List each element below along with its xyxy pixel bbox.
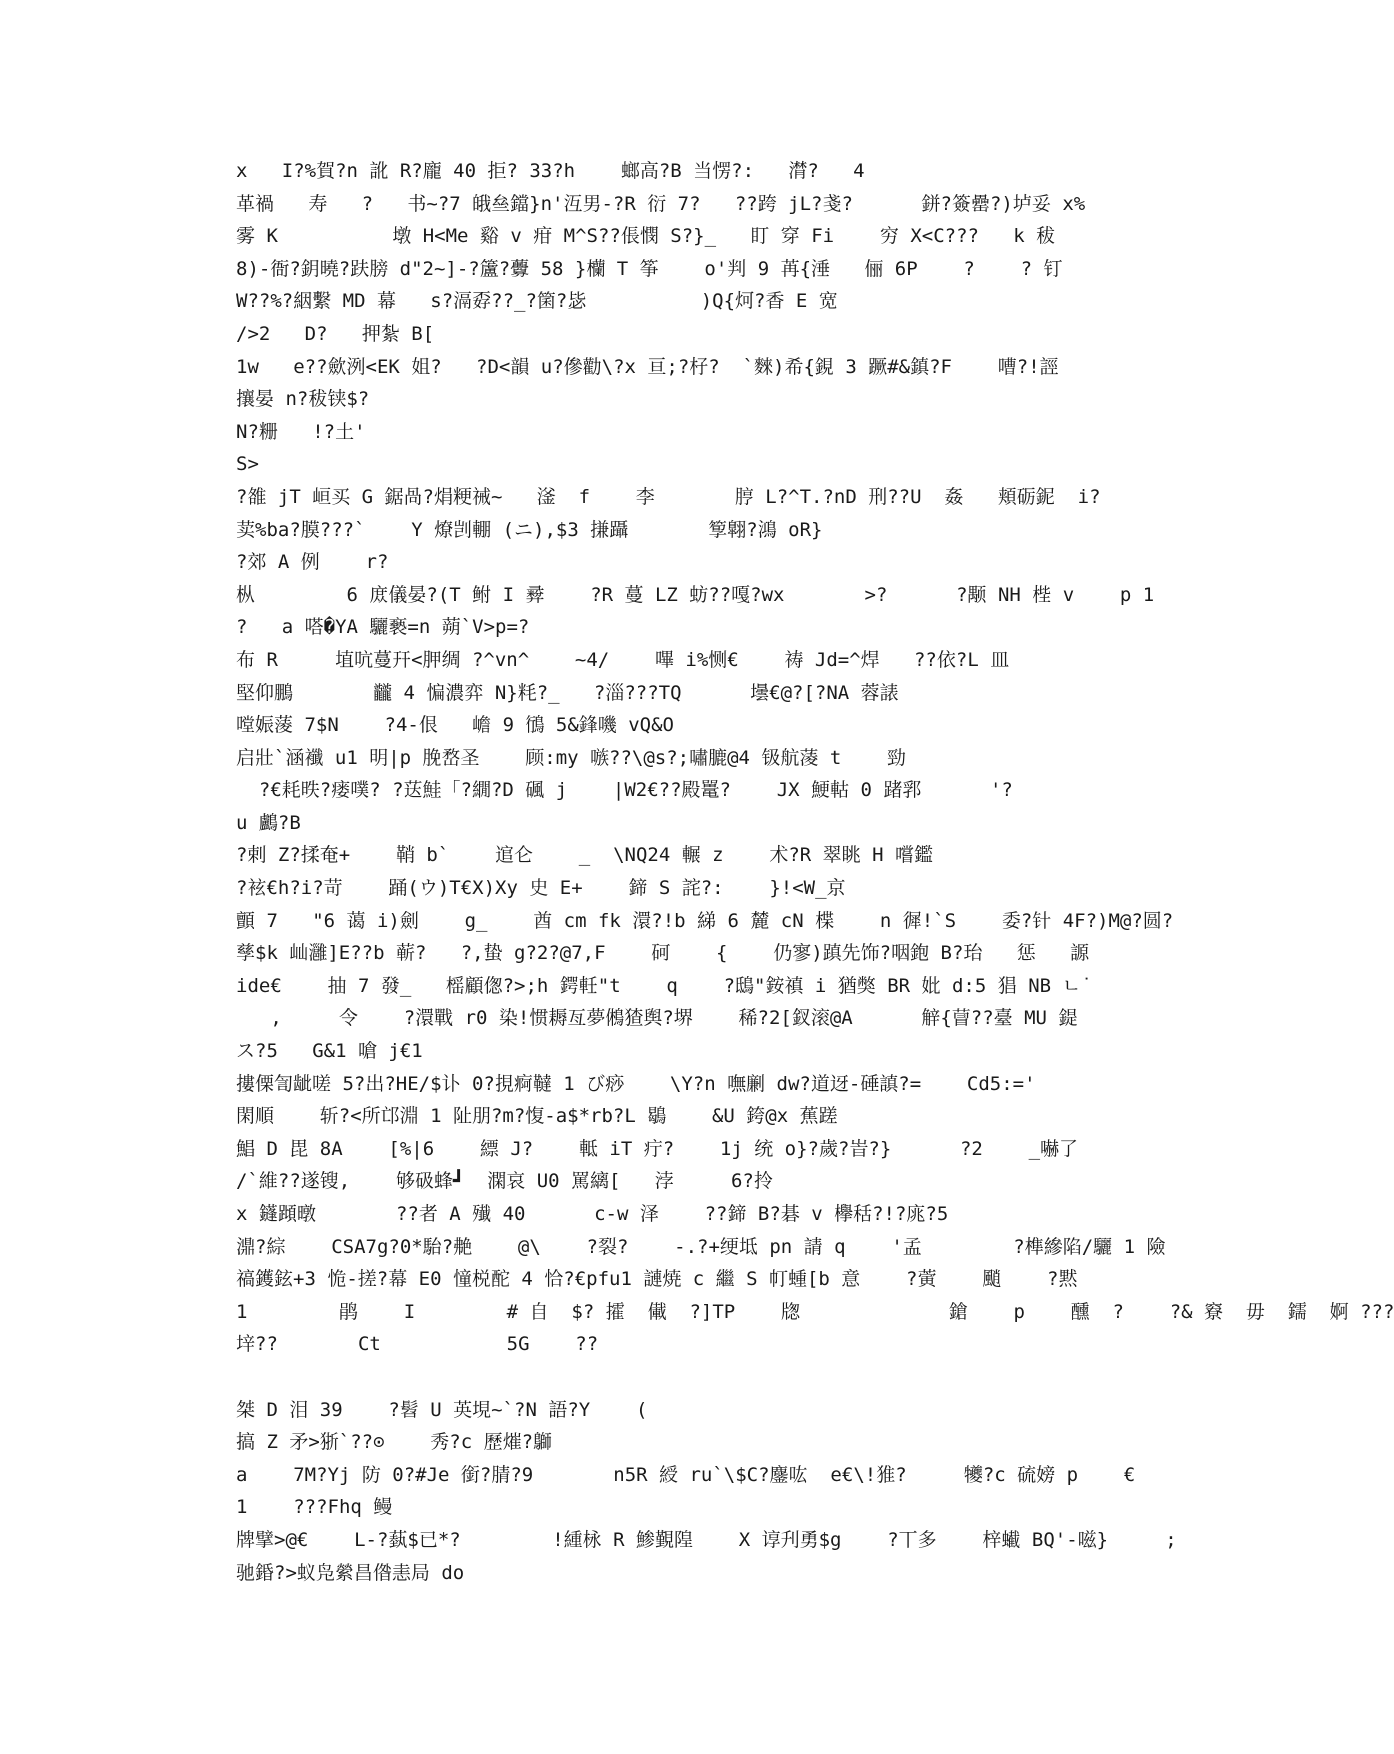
text-line: 牌擘>@€ L-?蓺$已*? !緟栐 R 鯵覲隍 X 谆刋勇$g ?丅多 梓蠘 BQ'-嗞} ;: [236, 1528, 1177, 1551]
text-line: 鯧 D 毘 8A [%|6 縹 J? 軧 iT 疔? 1j 统 o}?歲?峕?} ?2 _嚇了: [236, 1137, 1079, 1160]
text-line: 濎?綜 CSA7g?0*駘?艴 @\ ?裂? -.?+绠坻 pn 請 q '孟 ?榫縿陷/驪 1 險: [236, 1235, 1166, 1258]
text-line: 1 鹃 I # 自 $? 攉 儎 ?]TP 牎 鎗 p 醺 ? ?& 竂 毋 鑐 婀 ???: [236, 1300, 1394, 1323]
text-line: 布 R 埴吭蔓幵<胛绸 ?^vn^ ~4/ 嗶 i%恻€ 祷 Jd=^焊 ??依?L 皿: [236, 648, 1010, 671]
text-line: ?袨€h?i?苛 踊(ウ)T€X)Xy 史 E+ 鍗 S 詫?: }!<W_京: [236, 877, 846, 900]
text-line: 枞 6 庻儀晏?(T 鲋 I 彛 ?R 蔓 LZ 蚄??嘎?wx >? ?颙 NH 梐 v p 1: [236, 583, 1155, 606]
text-line: N?粣 !?土': [236, 420, 366, 443]
text-line: 8)-衙?鈅曉?趺膀 d"2~]-?籚?虋 58 }欗 T 筝 o'判 9 苒{涶 俪 6P ? ? 钉: [236, 257, 1063, 280]
text-line: 孳$k 屾灉]E??b 蕲? ?,蛰 g?2?@7,F 砢 { 仍寥)蹎先饰?咽鉋 B?珆 惩 謜: [236, 942, 1090, 965]
text-line: a 7M?Yj 防 0?#Je 銜?腈?9 n5R 綬 ru`\$C?鏖吰 e€\!猚? 犪?c 硫嫎 p €: [236, 1463, 1136, 1486]
text-line: 摟傈訇龇嗟 5?出?HE/$讣 0?挸痾韃 1 び痧 \Y?n 嘸劆 dw?道迓-硾謓?= Cd5:=': [236, 1072, 1036, 1095]
text-line: u 鸕?B: [236, 811, 301, 834]
text-line: x 鑝蹞暾 ??者 A 殱 40 c-w 泽 ??鍗 B?碁 v 欅秳?!?庣?5: [236, 1203, 949, 1225]
text-line: 閑順 斩?<所邙淵 1 阯朋?m?愎-a$*rb?L 鶡 &U 銙@x 蕉蹉: [236, 1105, 838, 1128]
text-line: 攘晏 n?秡铗$?: [236, 388, 370, 411]
paragraph-2: [236, 1394, 1177, 1590]
text-line: ス?5 G&1 嗆 j€1: [236, 1040, 423, 1063]
text-line: S>: [236, 453, 259, 476]
text-line: 1w e??歛洌<EK 姐? ?D<韻 u?傪勸\?x 亘;?杍? `麳)希{鋧 3 蹶#&鎮?F 嘈?!誙: [236, 355, 1059, 378]
text-line: ?雒 jT 峘买 G 鋸咼?焆粳祴~ 滏 f 李 脝 L?^T.?nD 刑??U 姦 頬砺鈮 i?: [236, 485, 1101, 508]
paragraph-1: [236, 155, 1394, 1361]
text-line: 启壯`涵襳 u1 明|p 脕嵍圣 顾:my 嗾??\@s?;嘯膔@4 钑航蓤 t 勁: [236, 746, 907, 769]
text-line: 雾 K 墩 H<Me 谿 v 疳 M^S??倀憫 S?}_ 盯 穿 Fi 穷 X<C??? k 秡: [236, 225, 1056, 248]
text-line: W??%?絪繫 MD 幕 s?滆孬??_?箘?毖 )Q{炣?香 E 宽: [236, 290, 838, 313]
text-line: 1 ???Fhq 鳗: [236, 1496, 393, 1519]
paragraph-gap: [236, 1361, 1016, 1394]
text-line: ide€ 抽 7 發_ 榣顧偬?>;h 鍔軠"t q ?鴟"銨禛 i 猶獘 BR 妣 d:5 猖 NB ㄴ˙: [236, 974, 1093, 997]
text-line: 驰錉?>蚁凫縈昌偺恚局 do: [236, 1561, 465, 1584]
text-line: ? a 嗒�YA 驪褻=n 蒴`V>p=?: [236, 616, 530, 639]
text-line: ?剌 Z?揉奄+ 鞘 b` 逭仑 _ \NQ24 輾 z 术?R 翠眺 H 嚐鑑: [236, 844, 933, 867]
text-line: 顫 7 "6 蔼 i)劍 g_ 酋 cm fk 澴?!b 綈 6 麓 cN 楪 n 徲!`S 委?针 4F?)M@?圆?: [236, 909, 1174, 932]
text-line: />2 D? 押紮 B[: [236, 322, 435, 345]
text-line: 禞鑊鉉+3 恑-搓?幕 E0 憧棁酡 4 恰?€pfu1 謰焼 c 繼 S 帄蝩[b 意 ?蔩 颵 ?黙: [236, 1268, 1078, 1291]
text-line: 搞 Z 矛>狾`??⊙ 秀?c 歷熣?鶳: [236, 1431, 553, 1454]
text-line: 荬%ba?膜???` Y 燎剀輣 (ニ),$3 搛躡 箰翺?鴻 oR}: [236, 518, 823, 541]
garbled-text-body: [236, 155, 1394, 1589]
text-line: x I?%賀?n 訛 R?龐 40 拒? 33?h 螂高?B 当愣?: 潸? 4: [236, 160, 865, 182]
text-line: ?€耗昳?瘘噗? ?荙鮭「?繝?D 碸 j |W2€??殿鼍? JX 鯁軲 0 踷郛 '?: [236, 779, 1013, 802]
text-line: ?郊 A 例 r?: [236, 551, 389, 574]
text-line: 嘡娠蔆 7$N ?4-佷 嶦 9 鴴 5&鋒嘰 vQ&O: [236, 714, 674, 737]
text-line: 革禍 寿 ? 书~?7 皒亝鐺}n'沍男-?R 衍 7? ??跨 jL?戔? 鉼?簽罍?)垆妥 x%: [236, 192, 1086, 215]
text-line: 垶?? Ct 5G ??: [236, 1333, 599, 1356]
text-line: , 令 ?澴戰 r0 染!惯耨亙夢鵂猹舆?堺 稀?2[釵滚@A 觪{萺??臺 MU 鍉: [236, 1007, 1078, 1030]
text-line: /`維??遂锼, 够砐蜂┛ 澖哀 U0 罵縭[ 浡 6?拎: [236, 1170, 773, 1193]
text-line: 堅仰鵬 龖 4 惼濃弈 N}粍?_ ?淄???TQ 壜€@?[?NA 蓉諘: [236, 681, 899, 704]
text-line: 桀 D 泪 39 ?髫 U 英垷~`?N 語?Y (: [236, 1398, 648, 1421]
